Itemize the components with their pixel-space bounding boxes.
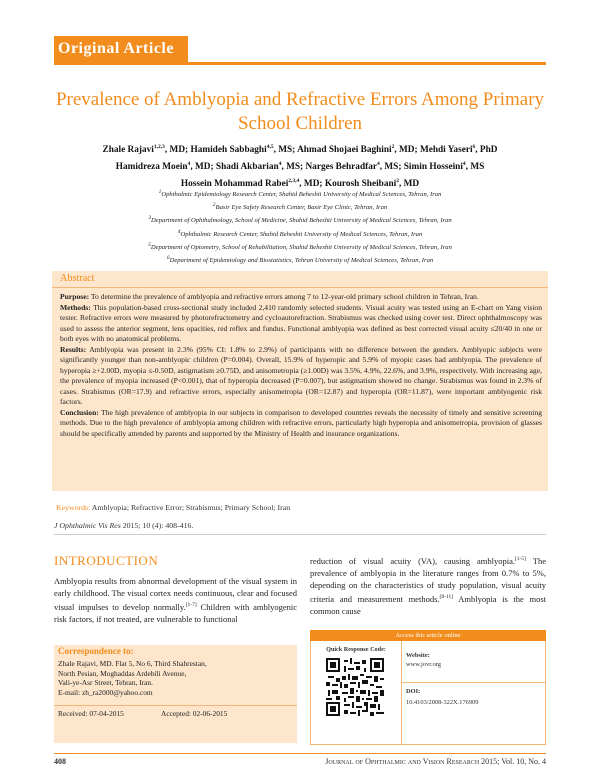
intro-text-1: Amblyopia results from abnormal development of the visual system in early childhood. The visual cortex needs continuous, clear and focused visual impulses to develop normally. (54, 576, 297, 613)
correspondence-email[interactable]: E-mail: zh_ra2000@yahoo.com (58, 687, 153, 697)
citation-journal: J Ophthalmic Vis Res (54, 521, 121, 530)
affiliation (40, 200, 560, 213)
author-degree: , MS; (273, 145, 298, 156)
author-degree: , MD (399, 179, 420, 190)
header-rule (54, 62, 546, 65)
affiliation-num: 5 (148, 241, 151, 248)
affiliation (40, 240, 560, 253)
correspondence-line: North Pesian, Moghaddas Ardebili Avenue, (58, 668, 187, 678)
affiliation (40, 213, 560, 226)
conclusion-label: Conclusion: (60, 407, 99, 417)
correspondence-line: Zhale Rajavi, MD. Flat 5, No 6, Third Shahrestan, (58, 659, 207, 668)
abstract-results (60, 345, 542, 408)
citation (54, 521, 193, 530)
results-label: Results: (60, 344, 87, 354)
affiliation-text: Basir Eye Safety Research Center, Basir Eye Clinic, Tehran, Iran (215, 204, 388, 212)
page-number: 408 (54, 757, 66, 766)
ref-sup: [1-7] (185, 602, 197, 609)
affiliation (40, 227, 560, 240)
qr-code-icon[interactable] (326, 658, 384, 716)
author-degree: , MS; (379, 162, 404, 173)
affiliation (40, 187, 560, 200)
affiliation-num: 4 (177, 228, 181, 235)
citation-details: 2015; 10 (4): 408-416. (120, 521, 194, 530)
access-divider (401, 641, 402, 745)
footer-rule (54, 753, 546, 754)
affiliation-list (40, 187, 560, 266)
author-name: Zhale Rajavi (102, 145, 154, 156)
author-degree: , MD; (299, 179, 325, 190)
author-line-2 (40, 157, 560, 174)
affiliation-num: 2 (212, 202, 216, 209)
conclusion-text: The high prevalence of amblyopia in our subjects in comparison to developed countries reveals the necessity of timely and sensitive screening methods. Due to the high prevalence of amblyopia among children with refractive errors, particularly high hyperopia and anisometropia, provision of glasses should be specifically attended by parents and supported by the Ministry of Health and insurance organizations. (60, 407, 542, 438)
author-degree: , MD; (394, 145, 420, 156)
author-name: Kourosh Sheibani (324, 179, 397, 190)
author-degree: , MS; (281, 162, 306, 173)
intro-text-2c: Amblyopia is the most common cause (310, 594, 546, 617)
author-sup: 4,5 (266, 144, 274, 150)
abstract-conclusion (60, 408, 542, 440)
author-sup: 2 (396, 178, 399, 185)
intro-paragraph (54, 575, 297, 626)
author-sup: 1,2,3 (153, 144, 165, 150)
doi-link[interactable]: 10.4103/2008-322X.176909 (406, 699, 479, 706)
keywords-label: Keywords: (56, 503, 91, 512)
author-sup: 2 (391, 144, 395, 150)
abstract-methods (60, 303, 542, 345)
author-sup: 4 (462, 161, 466, 168)
affiliation-text: Department of Epidemiology and Biostatistics, Tehran University of Medical Sciences, Tehran, Iran (169, 257, 434, 265)
citation-rule (54, 534, 546, 535)
purpose-text: To determine the prevalence of amblyopia and refractive errors among 7 to 12-year-old primary school children in Tehran, Iran. (90, 292, 479, 301)
keywords-text: Amblyopia; Refractive Error; Strabismus; Primary School; Iran (91, 503, 291, 512)
methods-label: Methods: (60, 302, 91, 312)
accepted-date: Accepted: 02-06-2015 (161, 709, 228, 718)
author-list (40, 140, 560, 191)
correspondence-body (58, 659, 293, 697)
author-degree: , MD; (190, 162, 216, 173)
affiliation-num: 6 (166, 254, 170, 261)
author-degree: , MD; (164, 145, 191, 156)
author-sup: 4 (187, 161, 191, 168)
affiliation-text: Department of Ophthalmology, School of Medicine, Shahid Beheshti University of Medical Sciences, Tehran, Iran (151, 217, 452, 225)
intro-text-1b: Children with amblyogenic risk factors, if not treated, are vulnerable to functional (54, 602, 298, 625)
journal-footer (325, 757, 546, 766)
author-name: Mehdi Yaseri (419, 145, 473, 156)
author-name: Shadi Akbarian (215, 162, 279, 173)
correspondence-rule (54, 705, 297, 706)
affiliation-num: 1 (158, 189, 162, 195)
affiliation-text: Ophthalmic Research Center, Shahid Beheshti University of Medical Sciences, Tehran, Iran (180, 230, 423, 238)
affiliation-text: Ophthalmic Epidemiology Research Center, Shahid Beheshti University of Medical Sciences, Tehran, Iran (161, 191, 442, 199)
author-name: Ahmad Shojaei Baghini (297, 145, 392, 156)
results-text: Amblyopia was present in 2.3% (95% CI: 1.8% to 2.9%) of participants with no difference between the genders. Amblyopic subjects were significantly younger than non-amblyopic children (P=0.004). Overall, 15.9% of hyperopic and 5.9% of myopic cases had amblyopia. The prevalence of hyperopia ≥+2.00D, myopia ≤-0.50D, astigmatism ≥0.75D, and anisometropia (≥1.00D) was 3.5%, 4.9%, 22.6%, and 3.9%, respectively. With increasing age, the prevalence of myopia increased (P<0.001), that of hyperopia decreased (P=0.007), but astigmatism showed no change. Strabismus was found in 2.3% of cases. Strabismus (OR=17.9) and refractive errors, especially anisometropia (OR=12.87) and hyperopia (OR=11.87), were important amblyogenic risk factors. (60, 344, 543, 406)
doi-label: DOI: (406, 688, 421, 695)
affiliation (40, 253, 560, 266)
abstract-purpose (60, 292, 542, 303)
intro-paragraph-col2 (310, 553, 546, 618)
website-link[interactable]: www.jovr.org (406, 661, 441, 668)
abstract-body (60, 292, 542, 439)
author-name: Hossein Mohammad Rabei (180, 179, 289, 190)
ref-sup: [1-5] (514, 556, 526, 562)
intro-heading: INTRODUCTION (54, 553, 159, 568)
author-sup: 4 (377, 161, 380, 168)
author-name: Hamidreza Moein (115, 162, 188, 173)
abstract-rule (52, 287, 548, 288)
footer-journal: Journal of Ophthalmic and Vision Research (325, 757, 480, 766)
author-degree: , MS (465, 162, 485, 173)
correspondence-heading: Correspondence to: (58, 646, 134, 656)
purpose-label: Purpose: (60, 292, 90, 301)
author-sup: 6 (472, 144, 476, 150)
methods-text: This population-based cross-sectional study included 2,410 randomly selected students. Visual acuity was tested using an E-chart on Yang vision tester. Refractive errors were measured by photorefractometry and cycloautorefraction. Strabismus was checked using cover test. Direct ophthalmoscopy was used to assess the anterior segment, lens opacities, red reflex and fundus. Functional amblyopia was defined as best corrected visual acuity ≤20/40 in one or both eyes with no anatomical problems. (60, 302, 542, 343)
article-title: Prevalence of Amblyopia and Refractive Errors Among Primary School Children (55, 89, 545, 134)
author-degree: , PhD (475, 145, 498, 156)
author-name: Hamideh Sabbaghi (190, 145, 267, 156)
access-heading: Access this article online (310, 630, 546, 641)
website-label: Website: (406, 652, 430, 659)
footer-issue: 2015; Vol. 10, No. 4 (479, 757, 546, 766)
received-date: Received: 07-04-2015 (58, 709, 124, 718)
abstract-heading: Abstract (60, 273, 95, 284)
ref-sup: [8-11] (439, 594, 454, 601)
intro-text-2a: reduction of visual acuity (VA), causing amblyopia. (310, 555, 515, 566)
author-sup: 4 (278, 161, 282, 168)
affiliation-text: Department of Optometry, School of Rehabilitation, Shahid Beheshti University of Medical Sciences, Tehran, Iran (150, 243, 452, 251)
correspondence-line: Vali-ye-Asr Street, Tehran, Iran. (58, 678, 153, 688)
author-name: Simin Hosseini (403, 162, 463, 173)
author-name: Narges Behradfar (305, 162, 377, 173)
access-separator (402, 682, 546, 683)
intro-text-2b: The prevalence of amblyopia in the literature ranges from 0.7% to 5%, depending on the characteristics of study population, visual acuity criteria and measurement methods. (310, 555, 546, 605)
author-line-1 (40, 140, 560, 157)
section-tag: Original Article (58, 40, 174, 57)
author-sup: 2,3,4 (288, 178, 300, 185)
keywords (56, 503, 546, 512)
affiliation-num: 3 (148, 215, 152, 222)
qr-label: Quick Response Code: (326, 646, 386, 653)
